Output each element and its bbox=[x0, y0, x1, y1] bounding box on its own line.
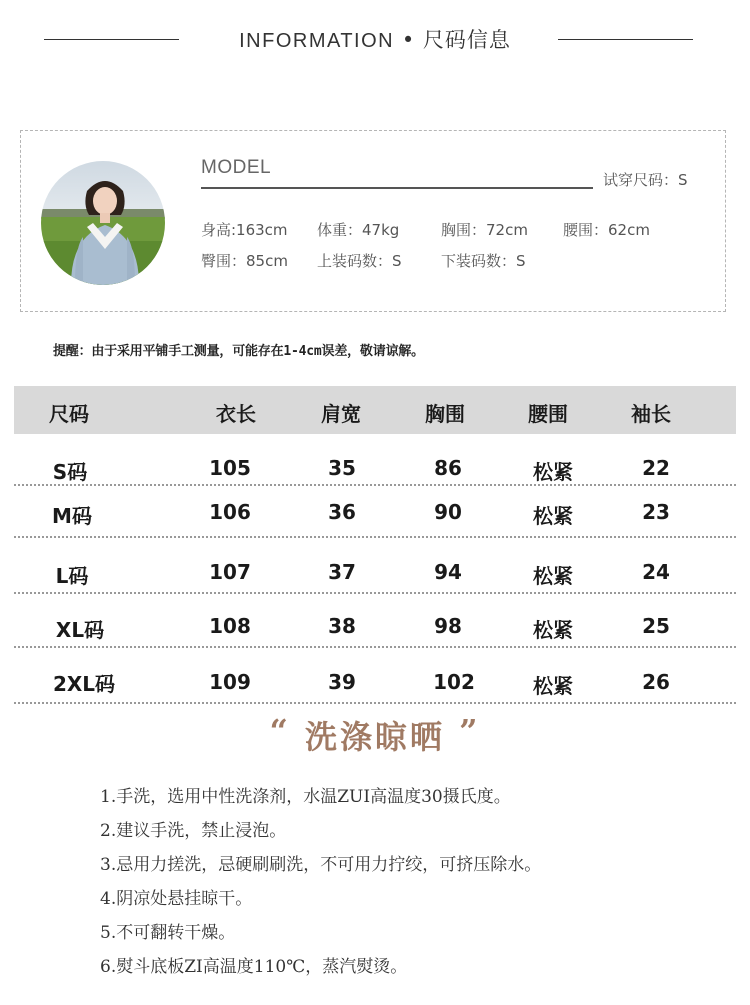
care-instructions bbox=[100, 786, 541, 990]
cell-length: 108 bbox=[209, 614, 251, 638]
cell-sleeve: 26 bbox=[642, 670, 670, 694]
header-separator: • bbox=[401, 28, 416, 52]
list-item: 6.熨斗底板ZI高温度110℃，蒸汽熨烫。 bbox=[100, 957, 408, 977]
header-waist: 腰围 bbox=[528, 402, 568, 426]
cell-waist: 松紧 bbox=[533, 564, 573, 588]
table-row bbox=[14, 594, 736, 648]
model-bottom-size: 下装码数：S bbox=[441, 252, 526, 270]
cell-waist: 松紧 bbox=[533, 674, 573, 698]
table-row bbox=[14, 538, 736, 594]
cell-shoulder: 35 bbox=[328, 456, 356, 480]
model-photo bbox=[41, 161, 165, 285]
cell-chest: 90 bbox=[434, 500, 462, 524]
cell-size: L码 bbox=[55, 564, 89, 588]
model-label: MODEL bbox=[201, 157, 272, 178]
cell-waist: 松紧 bbox=[533, 504, 573, 528]
header-title-en: INFORMATION bbox=[239, 30, 395, 52]
cell-chest: 86 bbox=[434, 456, 462, 480]
cell-sleeve: 23 bbox=[642, 500, 670, 524]
cell-sleeve: 22 bbox=[642, 456, 670, 480]
header-size: 尺码 bbox=[49, 402, 89, 426]
model-bust: 胸围：72cm bbox=[441, 221, 528, 239]
care-title bbox=[0, 712, 750, 758]
open-quote: “ bbox=[269, 712, 291, 750]
cell-sleeve: 24 bbox=[642, 560, 670, 584]
list-item: 3.忌用力搓洗，忌硬刷刷洗，不可用力拧绞，可挤压除水。 bbox=[100, 855, 542, 875]
header-shoulder: 肩宽 bbox=[321, 402, 361, 426]
cell-length: 107 bbox=[209, 560, 251, 584]
cell-size: XL码 bbox=[55, 618, 105, 642]
model-waist: 腰围：62cm bbox=[563, 221, 650, 239]
cell-chest: 98 bbox=[434, 614, 462, 638]
table-row bbox=[14, 434, 736, 486]
cell-shoulder: 39 bbox=[328, 670, 356, 694]
list-item: 1.手洗，选用中性洗涤剂，水温ZUI高温度30摄氏度。 bbox=[100, 787, 511, 807]
model-info-card bbox=[20, 130, 726, 312]
table-row bbox=[14, 486, 736, 538]
model-underline bbox=[201, 187, 593, 189]
care-title-text: 洗涤晾晒 bbox=[304, 718, 445, 756]
model-weight: 体重：47kg bbox=[317, 221, 400, 239]
header-sleeve: 袖长 bbox=[631, 402, 671, 426]
cell-size: S码 bbox=[52, 460, 88, 484]
section-header bbox=[0, 22, 750, 58]
cell-size: 2XL码 bbox=[52, 672, 116, 696]
size-table bbox=[14, 386, 736, 704]
header-length: 衣长 bbox=[216, 402, 256, 426]
cell-shoulder: 37 bbox=[328, 560, 356, 584]
cell-shoulder: 38 bbox=[328, 614, 356, 638]
model-hip: 臀围：85cm bbox=[201, 252, 288, 270]
model-avatar bbox=[41, 161, 165, 285]
cell-sleeve: 25 bbox=[642, 614, 670, 638]
measurement-notice: 提醒：由于采用平铺手工测量，可能存在1-4cm误差，敬请谅解。 bbox=[53, 344, 424, 359]
table-row bbox=[14, 648, 736, 704]
trial-size: 试穿尺码：S bbox=[603, 171, 688, 189]
cell-length: 109 bbox=[209, 670, 251, 694]
list-item: 5.不可翻转干燥。 bbox=[100, 923, 236, 943]
cell-shoulder: 36 bbox=[328, 500, 356, 524]
model-height: 身高:163cm bbox=[201, 221, 288, 239]
cell-chest: 102 bbox=[433, 670, 475, 694]
cell-size: M码 bbox=[52, 504, 92, 528]
cell-length: 105 bbox=[209, 456, 251, 480]
cell-chest: 94 bbox=[434, 560, 462, 584]
size-table-header bbox=[14, 386, 736, 434]
header-divider-right bbox=[558, 39, 693, 40]
list-item: 2.建议手洗，禁止浸泡。 bbox=[100, 821, 287, 841]
header-title-cn: 尺码信息 bbox=[422, 28, 511, 52]
cell-length: 106 bbox=[209, 500, 251, 524]
cell-waist: 松紧 bbox=[533, 618, 573, 642]
header-chest: 胸围 bbox=[425, 402, 465, 426]
list-item: 4.阴凉处悬挂晾干。 bbox=[100, 889, 253, 909]
cell-waist: 松紧 bbox=[533, 460, 573, 484]
model-top-size: 上装码数：S bbox=[317, 252, 402, 270]
close-quote: ” bbox=[459, 712, 481, 750]
